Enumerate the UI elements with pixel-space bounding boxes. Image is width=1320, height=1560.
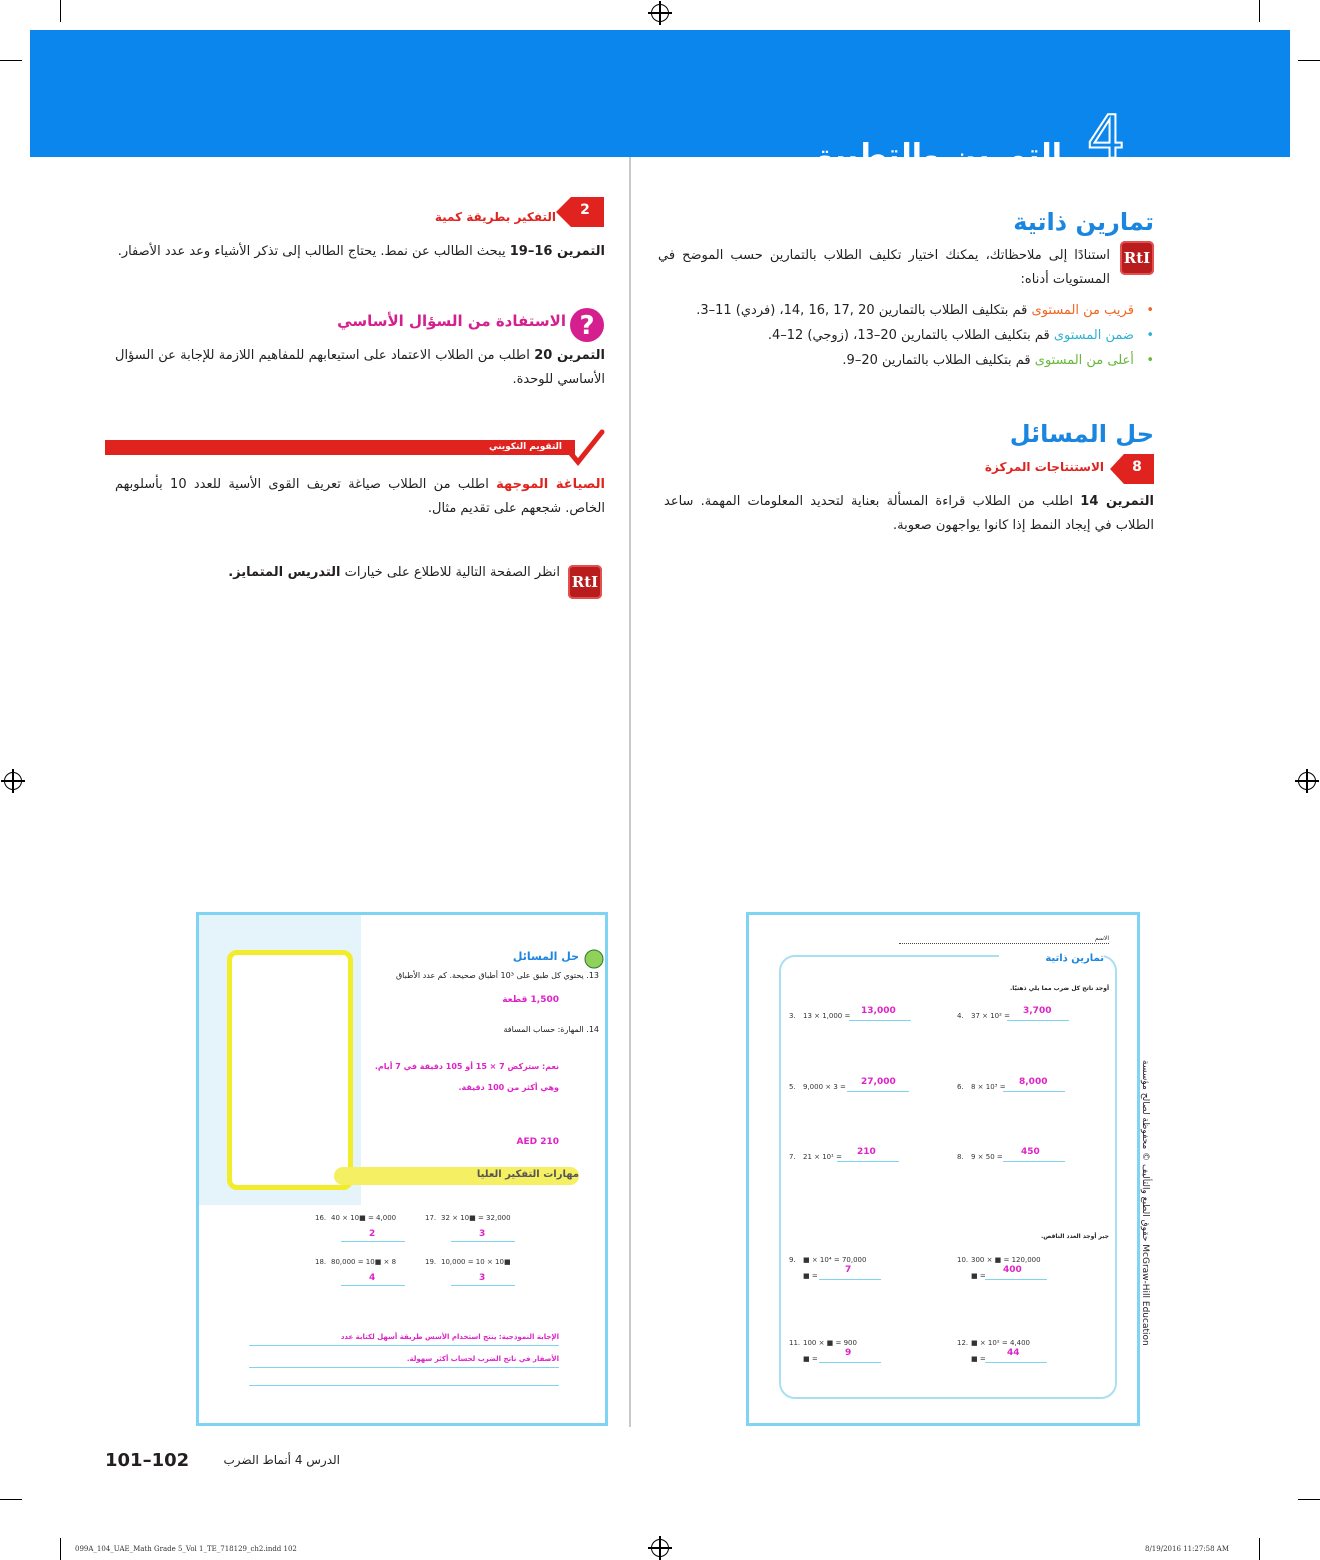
formative-bar-label: التقويم التكويني: [488, 442, 562, 452]
item-expression: 40 × 10■ = 4,000: [331, 1214, 397, 1222]
badge-label: الاستنتاجات المركزة: [984, 460, 1104, 474]
item-number: 6.: [957, 1083, 964, 1091]
item-answer: 8,000: [1019, 1077, 1048, 1087]
formative-body: [115, 473, 605, 521]
level-label: أعلى من المستوى: [1034, 353, 1134, 368]
crop-mark: [0, 60, 22, 61]
exercise-ref: التمرين 20: [534, 348, 605, 363]
item-expression: 300 × ■ = 120,000: [971, 1256, 1041, 1264]
registration-mark-icon: [4, 772, 22, 790]
body-text: اطلب من الطلاب الاعتماد على استيعابهم للمفاهيم اللازمة للإجابة عن السؤال الأساسي للوحدة.: [115, 348, 605, 387]
crop-mark: [60, 1538, 61, 1560]
crop-mark: [0, 1499, 22, 1500]
answer-line: [249, 1385, 559, 1386]
item-answer: 13,000: [861, 1006, 896, 1016]
registration-mark-icon: [651, 1539, 669, 1557]
body-text: يبحث الطالب عن نمط. يحتاج الطالب إلى تذكر الأشياء وعد عدد الأصفار.: [117, 244, 506, 259]
item-expression: 9 × 50 =: [971, 1153, 1003, 1161]
critical-body: [115, 240, 605, 264]
rti-icon: RtI: [568, 565, 602, 599]
essential-question-icon: [568, 306, 606, 344]
item-expression: ■ × 10² = 4,400: [971, 1339, 1030, 1347]
crop-mark: [60, 0, 61, 22]
registration-mark-icon: [1298, 772, 1316, 790]
exercise-frame: [779, 955, 1117, 1399]
item-number: 3.: [789, 1012, 796, 1020]
hots-label: مهارات التفكير العليا: [476, 1169, 579, 1180]
question-14: 14. المهارة: حساب المسافة: [503, 1025, 599, 1034]
differentiated-intro: استنادًا إلى ملاحظاتك، يمكنك اختيار تكليف الطلاب بالتمارين حسب الموضح في المستويات أدناه:: [658, 248, 1110, 287]
level-text: قم بتكليف الطلاب بالتمارين 20–13، (زوجي) 12–4.: [767, 328, 1050, 343]
level-label: ضمن المستوى: [1053, 328, 1134, 343]
item-number: 4.: [957, 1012, 964, 1020]
page-numbers: 101–102: [105, 1450, 190, 1471]
crop-mark: [1298, 60, 1320, 61]
item-number: 17.: [425, 1214, 437, 1222]
problem-solving-body: [664, 490, 1154, 538]
essential-heading: الاستفادة من السؤال الأساسي: [337, 312, 566, 330]
level-item: • أعلى من المستوى قم بتكليف الطلاب بالتمارين 20–9.: [842, 353, 1154, 368]
essential-body: [115, 344, 605, 392]
item-number: 18.: [315, 1258, 327, 1266]
notes-box: [227, 950, 353, 1190]
globe-icon: [583, 948, 605, 970]
instructions: أوجد ناتج كل ضرب مما يلي ذهنيًا.: [1009, 985, 1109, 992]
item-answer: 210: [857, 1147, 876, 1157]
student-page-thumbnail-left: [196, 912, 608, 1426]
blank-symbol: ■ =: [971, 1355, 986, 1363]
level-label: قريب من المستوى: [1031, 303, 1134, 318]
level-text: قم بتكليف الطلاب بالتمارين 20–9.: [842, 353, 1031, 368]
item-expression: ■ × 10⁴ = 70,000: [803, 1256, 867, 1264]
answer-line: [249, 1367, 559, 1368]
answer-20b: الأصفار في ناتج الضرب لحساب أكثر سهولة.: [406, 1355, 559, 1363]
checkmark-icon: [564, 428, 606, 468]
item-answer: 3: [479, 1229, 486, 1239]
crop-mark: [1298, 1499, 1320, 1500]
body-text: اطلب من الطلاب قراءة المسألة بعناية لتحديد المعلومات المهمة. ساعد الطلاب في إيجاد النمط إذا كانوا يواجهون صعوبة.: [664, 494, 1154, 533]
body-text: اطلب من الطلاب صياغة تعريف القوى الأسية للعدد 10 بأسلوبهم الخاص. شجعهم على تقديم مثال.: [115, 477, 605, 516]
item-answer: 44: [1007, 1348, 1020, 1358]
item-expression: 37 × 10² =: [971, 1012, 1011, 1020]
item-number: 7.: [789, 1153, 796, 1161]
item-expression: 21 × 10¹ =: [803, 1153, 843, 1161]
student-page-thumbnail-right: [746, 912, 1140, 1426]
crop-mark: [1259, 0, 1260, 22]
item-answer: 4: [369, 1273, 376, 1283]
answer-line: [249, 1345, 559, 1346]
problem-solving-heading: حل المسائل: [1009, 420, 1154, 448]
exercise-ref: التمرين 16–19: [509, 244, 605, 259]
item-answer: 400: [1003, 1265, 1022, 1275]
strategy-name: الصياغة الموجهة: [496, 477, 605, 492]
item-answer: 27,000: [861, 1077, 896, 1087]
answer-20a: الإجابة النموذجية: ينتج استخدام الأسس طريقة أسهل لكتابة عدد: [340, 1333, 559, 1341]
differentiated-heading: تمارين ذاتية: [1013, 208, 1154, 236]
item-number: 19.: [425, 1258, 437, 1266]
item-number: 9.: [789, 1256, 796, 1264]
registration-mark-icon: [651, 4, 669, 22]
item-expression: 8 × 10³ =: [971, 1083, 1006, 1091]
answer-14: نعم: ستركض 7 × 15 أو 105 دقيقة في 7 أيام.: [374, 1062, 559, 1071]
chapter-title: التمرين والتطبيق: [807, 138, 1062, 173]
item-number: 8.: [957, 1153, 964, 1161]
badge-number: 8: [1132, 459, 1142, 475]
print-date: 8/19/2016 11:27:58 AM: [1145, 1545, 1230, 1553]
file-name: 099A_104_UAE_Math Grade 5_Vol 1_TE_718129_ch2.indd 102: [75, 1545, 297, 1553]
level-item: • قريب من المستوى قم بتكليف الطلاب بالتمارين 20 ,17 ,16 ,14، (فردي) 11–3.: [696, 303, 1154, 318]
blank-symbol: ■ =: [803, 1272, 818, 1280]
answer-15: AED 210: [516, 1137, 559, 1147]
item-number: 10.: [957, 1256, 969, 1264]
item-number: 12.: [957, 1339, 969, 1347]
item-number: 11.: [789, 1339, 801, 1347]
name-line: [899, 943, 1109, 944]
copyright-side-text: حقوق الطبع والتأليف © محفوظة لصالح مؤسسة McGraw-Hill Education: [1140, 1060, 1150, 1346]
rti-icon: RtI: [1120, 241, 1154, 275]
chapter-number: 4: [1086, 103, 1125, 173]
badge-label: التفكير بطريقة كمية: [434, 210, 556, 224]
item-expression: 100 × ■ = 900: [803, 1339, 857, 1347]
item-answer: 9: [845, 1348, 852, 1358]
thumb-title: تمارين ذاتية: [999, 953, 1104, 964]
thumb-title: حل المسائل: [512, 950, 579, 963]
level-text: قم بتكليف الطلاب بالتمارين 20 ,17 ,16 ,14، (فردي) 11–3.: [696, 303, 1028, 318]
badge-number: 2: [580, 202, 590, 218]
svg-text:?: ?: [579, 311, 595, 341]
item-answer: 3: [479, 1273, 486, 1283]
item-number: 16.: [315, 1214, 327, 1222]
item-answer: 2: [369, 1229, 376, 1239]
item-expression: 80,000 = 10■ × 8: [331, 1258, 397, 1266]
answer-14b: وهي أكثر من 100 دقيقة.: [458, 1083, 559, 1092]
item-expression: 10,000 = 10 × 10■: [441, 1258, 511, 1266]
link-text: التدريس المتمايز.: [228, 565, 341, 580]
item-answer: 450: [1021, 1147, 1040, 1157]
item-expression: 9,000 × 3 =: [803, 1083, 846, 1091]
algebra-instructions: جبر أوجد العدد الناقص.: [1041, 1233, 1109, 1240]
item-answer: 7: [845, 1265, 852, 1275]
level-list: [684, 298, 1154, 373]
rti-note: [120, 565, 560, 580]
chapter-header-band: [30, 30, 1290, 173]
blank-symbol: ■ =: [803, 1355, 818, 1363]
lesson-label: الدرس 4 أنماط الضرب: [223, 1453, 340, 1467]
answer-13: 1,500 قطعة: [502, 995, 559, 1005]
blank-symbol: ■ =: [971, 1272, 986, 1280]
item-answer: 3,700: [1023, 1006, 1052, 1016]
column-divider: [629, 157, 631, 1427]
name-label: الاسم: [1094, 935, 1109, 942]
crop-mark: [1259, 1538, 1260, 1560]
exercise-ref: التمرين 14: [1080, 494, 1155, 509]
level-item: • ضمن المستوى قم بتكليف الطلاب بالتمارين 20–13، (زوجي) 12–4.: [767, 328, 1154, 343]
item-expression: 13 × 1,000 =: [803, 1012, 851, 1020]
body-text: انظر الصفحة التالية للاطلاع على خيارات: [344, 565, 560, 580]
item-number: 5.: [789, 1083, 796, 1091]
item-expression: 32 × 10■ = 32,000: [441, 1214, 511, 1222]
question-13: 13. يحتوي كل طبق على 10³ أطباق صحيحة. كم عدد الأطباق: [395, 971, 599, 980]
